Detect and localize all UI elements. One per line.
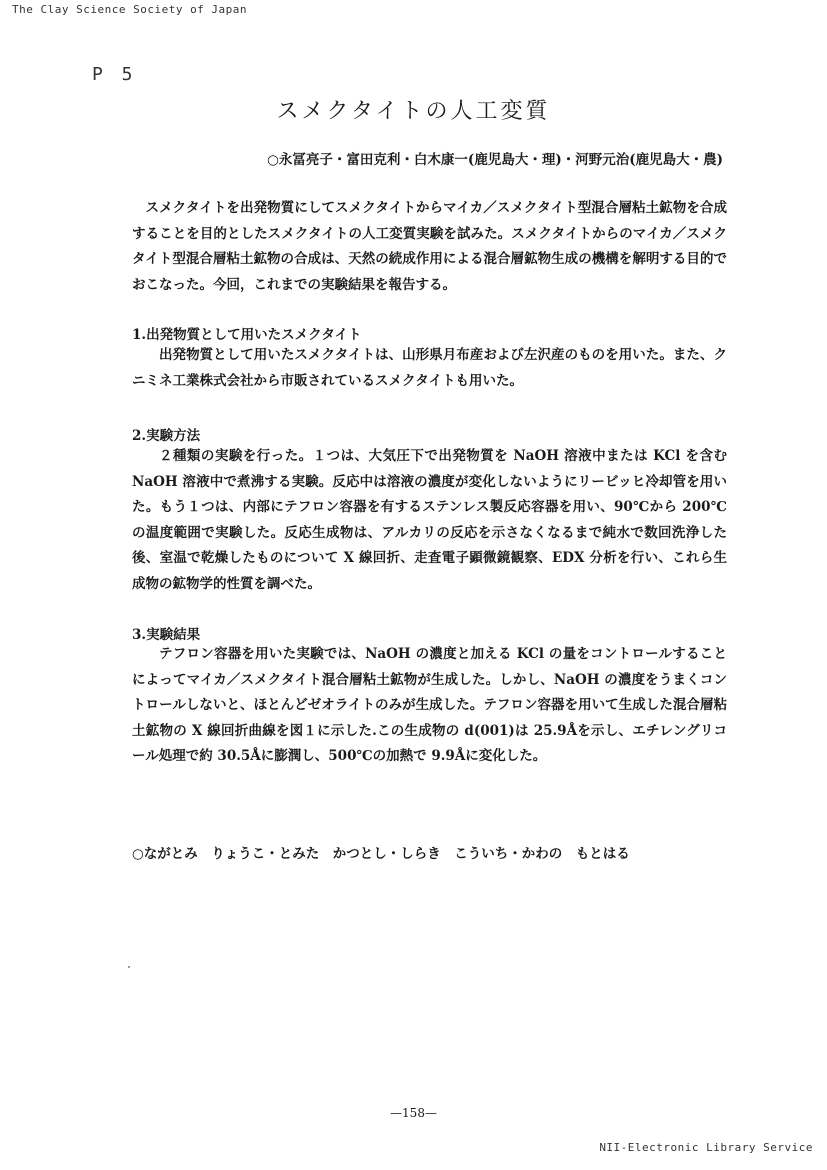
section-body-3: テフロン容器を用いた実験では、NaOH の濃度と加える KCl の量をコントロールすることによってマイカ／スメクタイト混合層粘土鉱物が生成した。しかし、NaOH の濃度をうまくコントロールしないと、ほとんどゼオライトのみが生成した。テフロン容器を用いて生成した混合層粘土鉱物の X 線回折曲線を図１に示した.この生成物の d(001)は 25.9Åを示し、エチレングリコール処理で約 30.5Åに膨潤し、500℃の加熱で 9.9Åに変化した。 (132, 646, 727, 764)
section-heading-1: 1.出発物質として用いたスメクタイト (132, 327, 362, 343)
section-body-2: ２種類の実験を行った。１つは、大気圧下で出発物質を NaOH 溶液中または KCl を含む NaOH 溶液中で煮沸する実験。反応中は溶液の濃度が変化しないようにリービッヒ冷却管を用いた。もう１つは、内部にテフロン容器を有するステンレス製反応容器を用い、90℃から 200℃の温度範囲で実験した。反応生成物は、アルカリの反応を示さなくなるまで純水で数回洗浄した後、室温で乾燥したものについて X 線回折、走査電子顕微鏡観察、EDX 分析を行い、これら生成物の鉱物学的性質を調べた。 (132, 448, 727, 592)
poster-id: P 5 (92, 64, 137, 85)
paper-title: スメクタイトの人工変質 (276, 99, 551, 124)
author-list: ○永冨亮子・富田克利・白木康一(鹿児島大・理)・河野元治(鹿児島大・農) (267, 152, 723, 168)
section-heading-2: 2.実験方法 (132, 428, 201, 444)
section-body-1: 出発物質として用いたスメクタイトは、山形県月布産および左沢産のものを用いた。また、クニミネ工業株式会社から市販されているスメクタイトも用いた。 (132, 347, 727, 389)
author-name-reading: ○ながとみ りょうこ・とみた かつとし・しらき こういち・かわの もとはる (132, 846, 630, 862)
header-society-name: The Clay Science Society of Japan (12, 3, 248, 16)
scan-speck (128, 966, 130, 968)
intro-paragraph: スメクタイトを出発物質にしてスメクタイトからマイカ／スメクタイト型混合層粘土鉱物を合成することを目的としたスメクタイトの人工変質実験を試みた。スメクタイトからのマイカ／スメクタイト型混合層粘土鉱物の合成は、天然の続成作用による混合層鉱物生成の機構を解明する目的でおこなった。今回，これまでの実験結果を報告する。 (132, 200, 727, 293)
footer-service-name: NII-Electronic Library Service (599, 1141, 813, 1154)
section-heading-3: 3.実験結果 (132, 627, 201, 643)
page-number: —158— (390, 1106, 437, 1120)
